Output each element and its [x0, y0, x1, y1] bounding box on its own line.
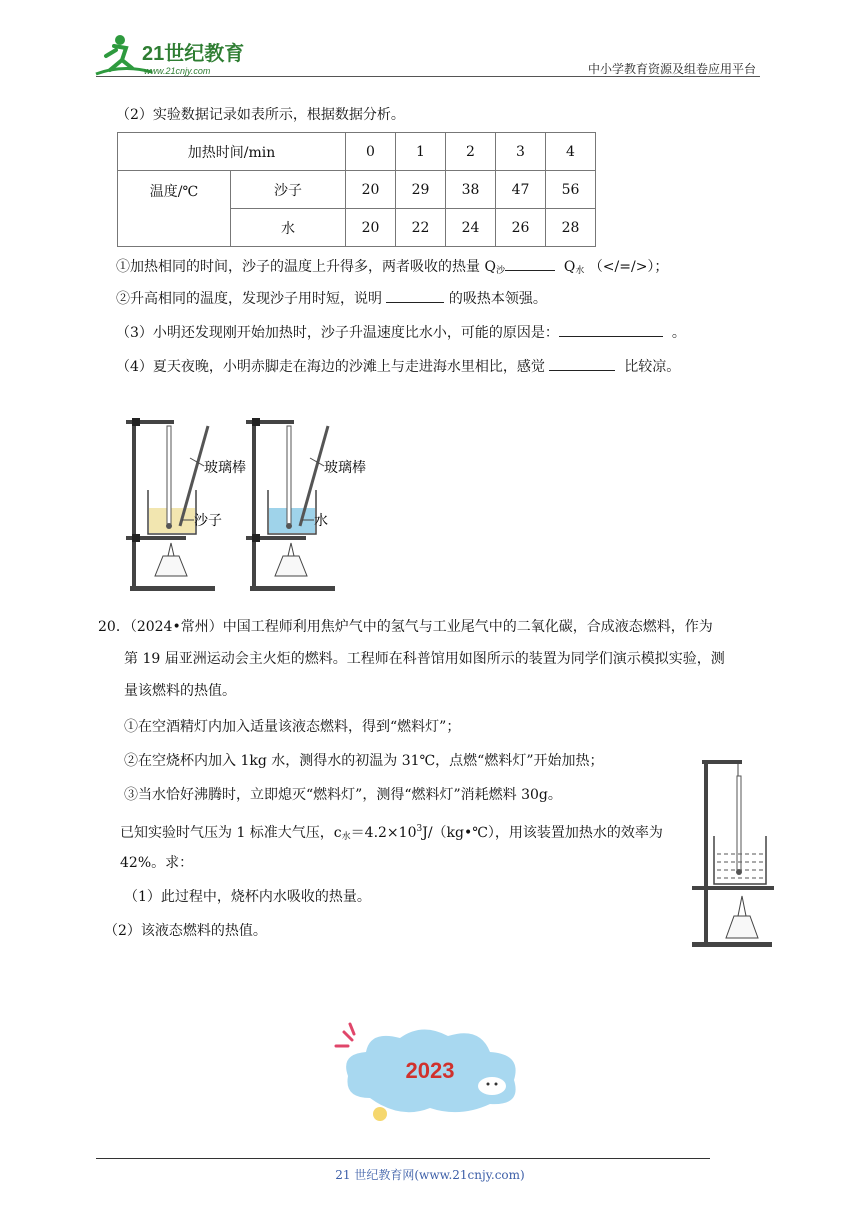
part4 [116, 356, 680, 378]
sand-setup [126, 418, 246, 591]
item1-options: （</=/>）； [588, 259, 669, 275]
q20-step2: ②在空烧杯内加入 1kg 水，测得水的初温为 31℃，点燃“燃料灯”开始加热； [124, 753, 604, 769]
known-text: 已知实验时气压为 1 标准大气压，c [120, 825, 342, 841]
rod-label: 玻璃棒 [204, 460, 246, 476]
part3-text: （3）小明还发现刚开始加热时，沙子升温速度比水小，可能的原因是： [116, 325, 559, 341]
part4-end: 比较凉。 [624, 359, 681, 375]
q20-line3: 量该燃料的热值。 [124, 683, 236, 699]
item1-sub-water: 水 [575, 266, 585, 276]
q20-line1: 20．（2024•常州）中国工程师利用焦炉气中的氢气与工业尾气中的二氧化碳，合成液态燃料，作为 [98, 619, 713, 635]
q20-step1: ①在空酒精灯内加入适量该液态燃料，得到“燃料灯”； [124, 719, 461, 735]
time-cell: 2 [446, 133, 496, 171]
q20-ask1: （1）此过程中，烧杯内水吸收的热量。 [124, 889, 371, 905]
header-divider [96, 76, 760, 77]
water-cell: 22 [396, 209, 446, 247]
water-cell: 20 [346, 209, 396, 247]
platform-name: 中小学教育资源及组卷应用平台 [587, 62, 756, 76]
water-label: 水 [314, 513, 328, 529]
item1-sub-sand: 沙 [495, 266, 505, 276]
sand-cell: 47 [496, 171, 546, 209]
q20-known [120, 818, 663, 848]
water-cell: 24 [446, 209, 496, 247]
part3 [116, 322, 686, 344]
sand-cell: 38 [446, 171, 496, 209]
known-exponent: 3 [416, 824, 423, 834]
row-label-sand: 沙子 [231, 171, 346, 209]
time-cell: 1 [396, 133, 446, 171]
q20-line2: 第 19 届亚洲运动会主火炬的燃料。工程师在科普馆用如图所示的装置为同学们演示模拟实验，测 [124, 651, 725, 667]
item2-text-end: 的吸热本领强。 [448, 291, 547, 307]
known-sub: 水 [341, 832, 351, 842]
sand-cell: 56 [546, 171, 596, 209]
water-cell: 28 [546, 209, 596, 247]
answer-blank[interactable] [559, 322, 663, 337]
table-row [118, 133, 596, 171]
smiling-cloud-icon [478, 1077, 506, 1095]
known-value: ＝4.2×10 [350, 825, 417, 841]
item2-text: ②升高相同的温度，发现沙子用时短，说明 [116, 291, 382, 307]
heating-apparatus-figure [120, 398, 390, 598]
logo-url: www.21cnjy.com [144, 66, 211, 76]
answer-blank[interactable] [549, 356, 615, 371]
item1-q: Q [563, 259, 576, 275]
sand-cell: 29 [396, 171, 446, 209]
known-unit: J/（kg•℃），用该装置加热水的效率为 [422, 825, 663, 841]
water-cell: 26 [496, 209, 546, 247]
year-text: 2023 [405, 1058, 455, 1083]
sparkle-icon [336, 1024, 354, 1046]
rod-label: 玻璃棒 [324, 460, 366, 476]
sand-label: 沙子 [194, 513, 222, 529]
q20-ask2: （2）该液态燃料的热值。 [104, 923, 267, 939]
item1-text: ①加热相同的时间，沙子的温度上升得多，两者吸收的热量 Q [116, 259, 496, 275]
footer-divider [96, 1158, 710, 1159]
item1 [116, 256, 668, 282]
data-table [117, 132, 596, 247]
row-label-water: 水 [231, 209, 346, 247]
answer-blank[interactable] [386, 288, 444, 303]
table-row [118, 171, 596, 209]
footer-link[interactable]: 21 世纪教育网(www.21cnjy.com) [335, 1168, 525, 1182]
sand-cell: 20 [346, 171, 396, 209]
answer-blank[interactable] [505, 256, 555, 271]
lightbulb-icon [373, 1107, 387, 1121]
logo-text: 21世纪教育 [142, 43, 245, 65]
q20-efficiency: 42%。求： [120, 855, 194, 871]
temp-header: 温度/℃ [118, 171, 231, 247]
boiling-apparatus-figure [688, 756, 778, 950]
site-logo [92, 30, 262, 80]
q20-step3: ③当水恰好沸腾时，立即熄灭“燃料灯”，测得“燃料灯”消耗燃料 30g。 [124, 787, 562, 803]
time-header: 加热时间/min [118, 133, 346, 171]
time-cell: 0 [346, 133, 396, 171]
time-cell: 3 [496, 133, 546, 171]
item2 [116, 288, 547, 310]
time-cell: 4 [546, 133, 596, 171]
part2-intro: （2）实验数据记录如表所示，根据数据分析。 [116, 107, 405, 123]
part4-text: （4）夏天夜晚，小明赤脚走在海边的沙滩上与走进海水里相比，感觉 [116, 359, 545, 375]
year-cloud-badge [330, 1018, 530, 1126]
water-setup [246, 418, 366, 591]
part3-end: 。 [671, 325, 686, 341]
